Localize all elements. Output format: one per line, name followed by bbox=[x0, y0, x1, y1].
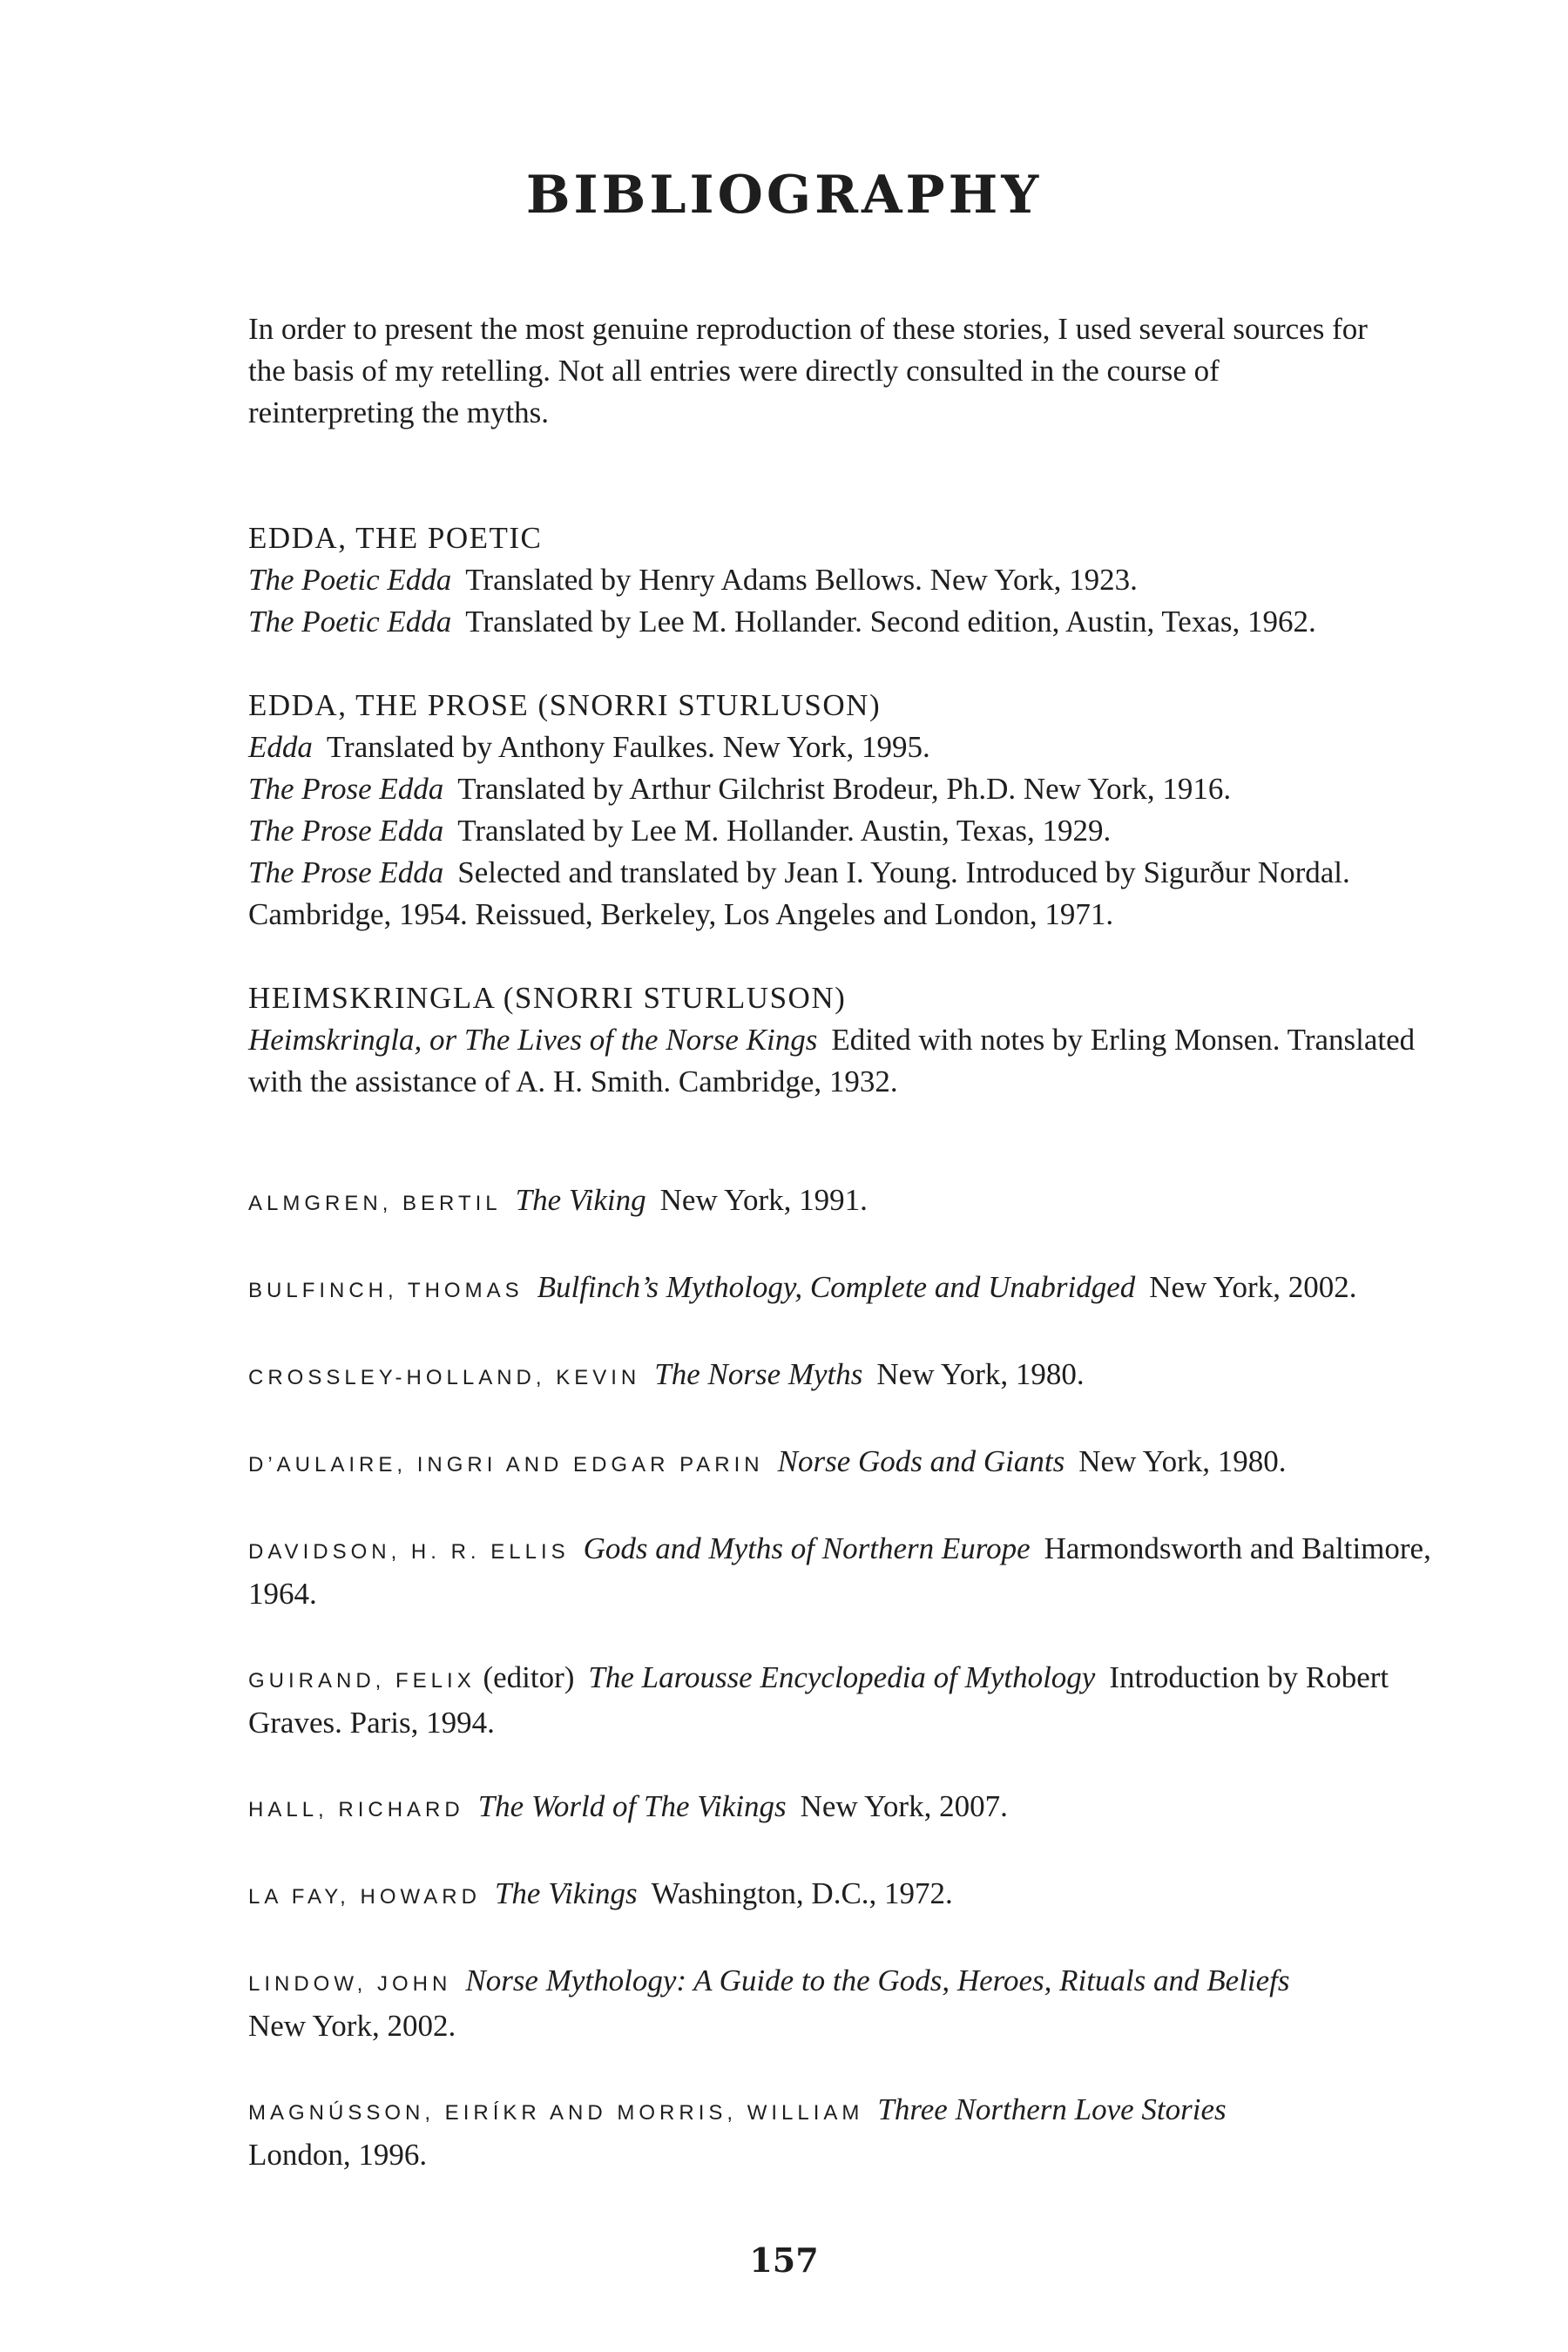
entry-author: MAGNÚSSON, EIRÍKR AND MORRIS, WILLIAM bbox=[248, 2101, 864, 2125]
source-title: The Prose Edda bbox=[248, 814, 444, 848]
source-title: The Poetic Edda bbox=[248, 563, 452, 597]
source-details: Translated by Henry Adams Bellows. New York, 1923. bbox=[465, 563, 1138, 597]
source-details: Translated by Arthur Gilchrist Brodeur, Ph.D. New York, 1916. bbox=[457, 772, 1232, 806]
source-entry bbox=[248, 810, 1450, 852]
entry-details: New York, 1980. bbox=[1078, 1444, 1287, 1478]
source-details: Translated by Anthony Faulkes. New York, 1995. bbox=[326, 730, 930, 764]
entry-details: New York, 1991. bbox=[659, 1183, 868, 1217]
entry-details: New York, 2002. bbox=[248, 2009, 456, 2043]
source-title: Edda bbox=[248, 730, 313, 764]
entry-author: CROSSLEY-HOLLAND, KEVIN bbox=[248, 1366, 641, 1389]
bibliography-list bbox=[248, 1179, 1450, 2218]
entry-title: Three Northern Love Stories bbox=[877, 2092, 1227, 2126]
source-section bbox=[248, 977, 1450, 1103]
bibliography-entry bbox=[248, 1786, 1450, 1831]
entry-author: HALL, RICHARD bbox=[248, 1798, 464, 1821]
bibliography-entry bbox=[248, 1441, 1450, 1486]
entry-title: Gods and Myths of Northern Europe bbox=[583, 1531, 1031, 1565]
entry-details: Washington, D.C., 1972. bbox=[651, 1876, 953, 1910]
entry-author: LA FAY, HOWARD bbox=[248, 1885, 481, 1909]
section-heading: HEIMSKRINGLA (SNORRI STURLUSON) bbox=[248, 981, 847, 1015]
entry-title: Norse Gods and Giants bbox=[777, 1444, 1065, 1478]
entry-author: DAVIDSON, H. R. ELLIS bbox=[248, 1540, 570, 1564]
entry-title: The Vikings bbox=[494, 1876, 638, 1910]
entry-author: GUIRAND, FELIX bbox=[248, 1669, 476, 1693]
entry-details: London, 1996. bbox=[248, 2138, 428, 2172]
bibliography-entry bbox=[248, 1267, 1450, 1312]
source-details: Translated by Lee M. Hollander. Austin, Texas, 1929. bbox=[457, 814, 1112, 848]
source-title: The Prose Edda bbox=[248, 772, 444, 806]
source-entry bbox=[248, 727, 1450, 768]
source-details: Edited with notes by Erling Monsen. Translated with the assistance of A. H. Smith. Cambridge, 1932. bbox=[248, 1023, 1416, 1098]
page-title: BIBLIOGRAPHY bbox=[525, 165, 1043, 226]
entry-title: The World of The Vikings bbox=[477, 1789, 787, 1823]
entry-details: New York, 2007. bbox=[800, 1789, 1008, 1823]
bibliography-entry bbox=[248, 1528, 1450, 1615]
primary-sources bbox=[248, 517, 1450, 1145]
bibliography-entry bbox=[248, 1657, 1450, 1744]
section-heading: EDDA, THE POETIC bbox=[248, 521, 543, 555]
source-entry bbox=[248, 852, 1450, 936]
entry-title: The Norse Myths bbox=[654, 1357, 863, 1391]
source-entry bbox=[248, 768, 1450, 810]
entry-note: (editor) bbox=[483, 1660, 575, 1694]
entry-author: LINDOW, JOHN bbox=[248, 1972, 452, 1996]
bibliography-entry bbox=[248, 1179, 1450, 1225]
entry-title: Bulfinch’s Mythology, Complete and Unabridged bbox=[537, 1270, 1136, 1304]
entry-author: ALMGREN, BERTIL bbox=[248, 1192, 502, 1215]
source-title: Heimskringla, or The Lives of the Norse Kings bbox=[248, 1023, 818, 1057]
entry-details: New York, 2002. bbox=[1149, 1270, 1357, 1304]
bibliography-entry bbox=[248, 1960, 1450, 2047]
entry-details: Introduction by Robert Graves. Paris, 1994. bbox=[248, 1660, 1389, 1740]
source-entry bbox=[248, 601, 1450, 643]
bibliography-entry bbox=[248, 2089, 1450, 2176]
entry-author: D’AULAIRE, INGRI AND EDGAR PARIN bbox=[248, 1453, 764, 1477]
entry-details: Harmondsworth and Baltimore, 1964. bbox=[248, 1531, 1431, 1611]
entry-author: BULFINCH, THOMAS bbox=[248, 1279, 524, 1302]
entry-details: New York, 1980. bbox=[876, 1357, 1085, 1391]
intro-paragraph: In order to present the most genuine reproduction of these stories, I used several sources for the basis of my retelling. Not all entries were directly consulted in the course of reinterpreting the myths. bbox=[248, 312, 1368, 429]
source-entry bbox=[248, 559, 1450, 601]
entry-title: The Larousse Encyclopedia of Mythology bbox=[588, 1660, 1096, 1694]
page-number: 157 bbox=[749, 2240, 819, 2280]
source-details: Selected and translated by Jean I. Young. Introduced by Sigurður Nordal. Cambridge, 1954. Reissued, Berkeley, Los Angeles and London, 1971. bbox=[248, 855, 1350, 931]
source-entry bbox=[248, 1019, 1450, 1103]
source-section bbox=[248, 685, 1450, 936]
source-section bbox=[248, 517, 1450, 643]
source-title: The Poetic Edda bbox=[248, 605, 452, 639]
bibliography-entry bbox=[248, 1354, 1450, 1399]
entry-title: Norse Mythology: A Guide to the Gods, Heroes, Rituals and Beliefs bbox=[465, 1963, 1290, 1997]
entry-title: The Viking bbox=[515, 1183, 646, 1217]
source-details: Translated by Lee M. Hollander. Second edition, Austin, Texas, 1962. bbox=[465, 605, 1316, 639]
bibliography-entry bbox=[248, 1873, 1450, 1918]
section-heading: EDDA, THE PROSE (SNORRI STURLUSON) bbox=[248, 688, 882, 722]
source-title: The Prose Edda bbox=[248, 855, 444, 889]
